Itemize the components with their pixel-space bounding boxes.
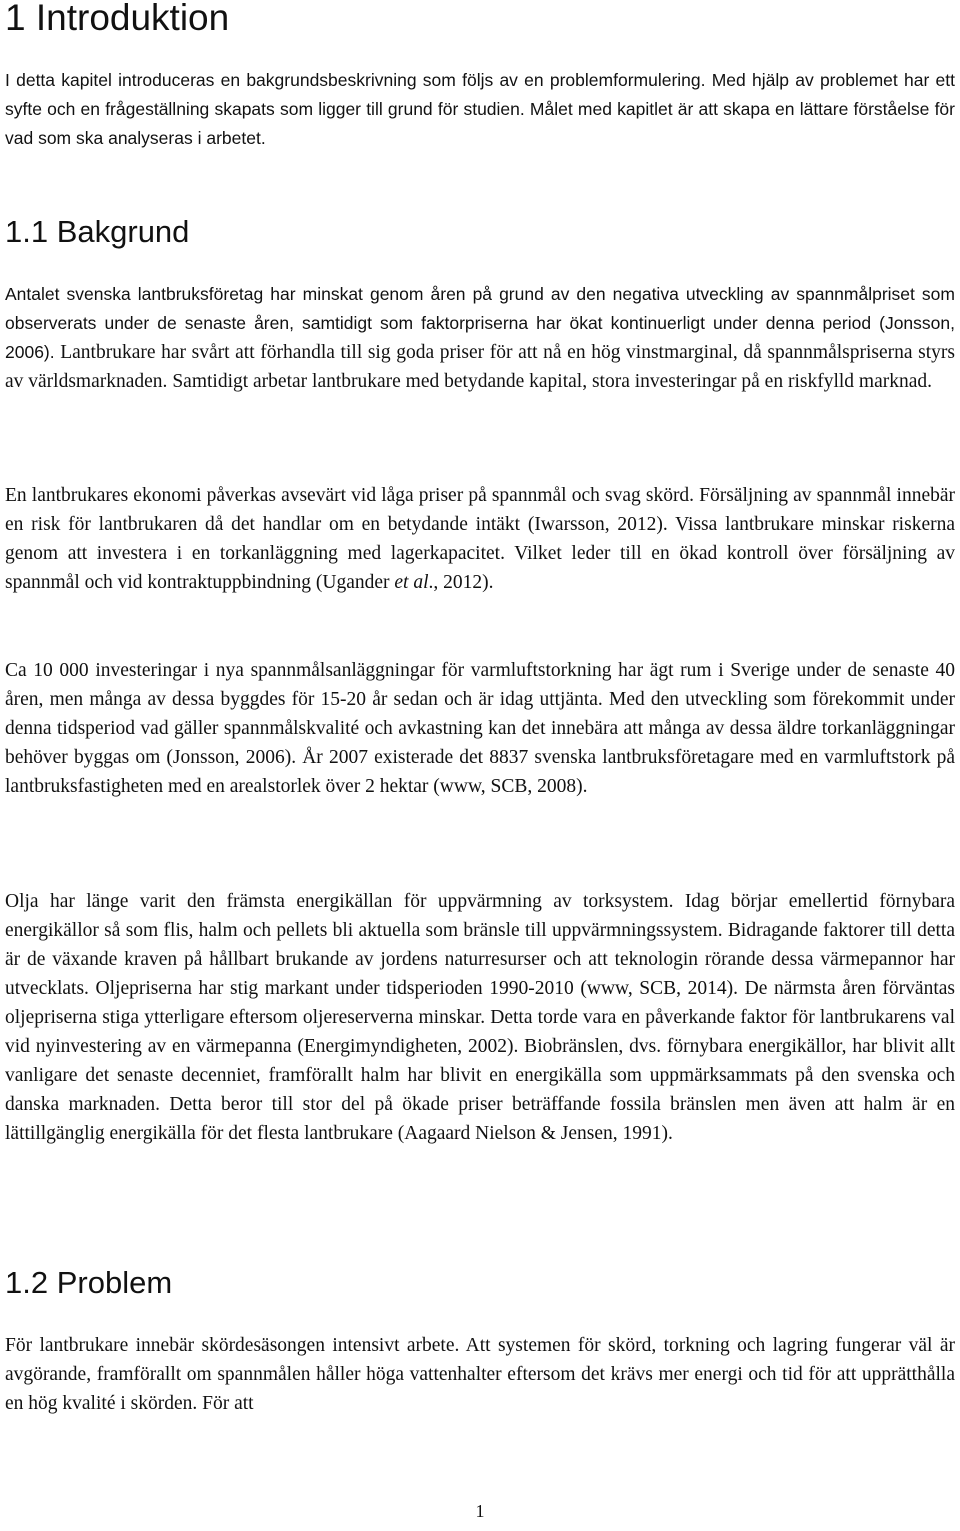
chapter-heading: 1 Introduktion — [5, 0, 230, 38]
citation-et-al: et al — [394, 572, 429, 593]
bakgrund-paragraph-1-part-c: Samtidigt arbetar lantbrukare med betydande kapital, stora investeringar på en riskfylld marknad. — [167, 371, 933, 392]
section-heading-problem: 1.2 Problem — [5, 1265, 173, 1300]
bakgrund-paragraph-1 — [5, 280, 955, 396]
bakgrund-paragraph-1-part-b: Lantbrukare har svårt att förhandla till sig goda priser för att nå en hög vinstmarginal, då spannmålspriserna styrs av världsmarknaden. — [5, 342, 955, 392]
bakgrund-paragraph-4: Olja har länge varit den främsta energikällan för uppvärmning av torksystem. Idag börjar emellertid förnybara energikällor så som flis, halm och pellets bli aktuella som bränsle till uppvärmningssystem. Bidragande faktorer till detta är de växande kraven på hållbart brukande av jordens naturresurser och att teknologin rörande dessa värmepannor har utvecklats. Oljepriserna har stig markant under tidsperioden 1990-2010 (www, SCB, 2014). De närmsta åren förväntas oljepriserna stiga ytterligare eftersom olјereserverna minskar. Detta torde vara en påverkande faktor för lantbrukarens val vid nyinvestering av en värmepanna (Energimyndigheten, 2002). Biobränslen, dvs. förnybara energikällor, har blivit allt vanligare det senaste decenniet, framförallt halm har blivit en energikälla som uppmärksammats på den svenska och danska marknaden. Detta beror till stor del på ökade priser beträffande fossila bränslen men även att halm är en lättillgänglig energikälla för det flesta lantbrukare (Aagaard Nielson & Jensen, 1991). — [5, 891, 955, 1144]
page-number: 1 — [475, 1501, 485, 1521]
intro-paragraph: I detta kapitel introduceras en bakgrundsbeskrivning som följs av en problemformulering. Med hjälp av problemet har ett syfte och en frågeställning skapats som ligger till grund för studien. Målet med kapitlet är att skapa en lättare förståelse för vad som ska analyseras i arbetet. — [5, 70, 955, 148]
bakgrund-paragraph-2-tail: ., 2012). — [428, 572, 494, 593]
bakgrund-paragraph-3: Ca 10 000 investeringar i nya spannmålsanläggningar för varmluftstorkning har ägt rum i Sverige under de senaste 40 åren, men många av dessa byggdes för 15-20 år sedan och är idag uttjänta. Med den utveckling som förekommit under denna tidsperiod vad gäller spannmålskvalité och avkastning kan det innebära att många av dessa äldre torkanläggningar behöver byggas om (Jonsson, 2006). År 2007 existerade det 8837 svenska lantbruksföretagare med en varmluftstork på lantbruksfastigheten med en arealstorlek över 2 hektar (www, SCB, 2008). — [5, 660, 955, 797]
bakgrund-paragraph-2-text: En lantbrukares ekonomi påverkas avsevärt vid låga priser på spannmål och svag skörd. Försäljning av spannmål innebär en risk för lantbrukaren då det handlar om en betydande intäkt (Iwarsson, 2012). Vissa lantbrukare minskar riskerna genom att investera i en torkanläggning med lagerkapacitet. Vilket leder till en ökad kontroll över försäljning av spannmål och vid kontraktuppbindning (Ugander — [5, 485, 955, 593]
problem-paragraph-1: För lantbrukare innebär skördesäsongen intensivt arbete. Att systemen för skörd, torkning och lagring fungerar väl är avgörande, framförallt om spannmålen håller höga vattenhalter eftersom det krävs mer energi och tid för att upprätthålla en hög kvalité i skörden. För att — [5, 1335, 955, 1414]
bakgrund-paragraph-1-part-a: Antalet svenska lantbruksföretag har minskat genom åren på grund av den negativa utveckling av spannmålpriset som observerats under de senaste åren, samtidigt som faktorpriserna har ökat kontinuerligt under denna period (Jonsson, 2006). — [5, 284, 955, 362]
bakgrund-paragraph-2 — [5, 481, 955, 597]
section-heading-bakgrund: 1.1 Bakgrund — [5, 214, 190, 249]
